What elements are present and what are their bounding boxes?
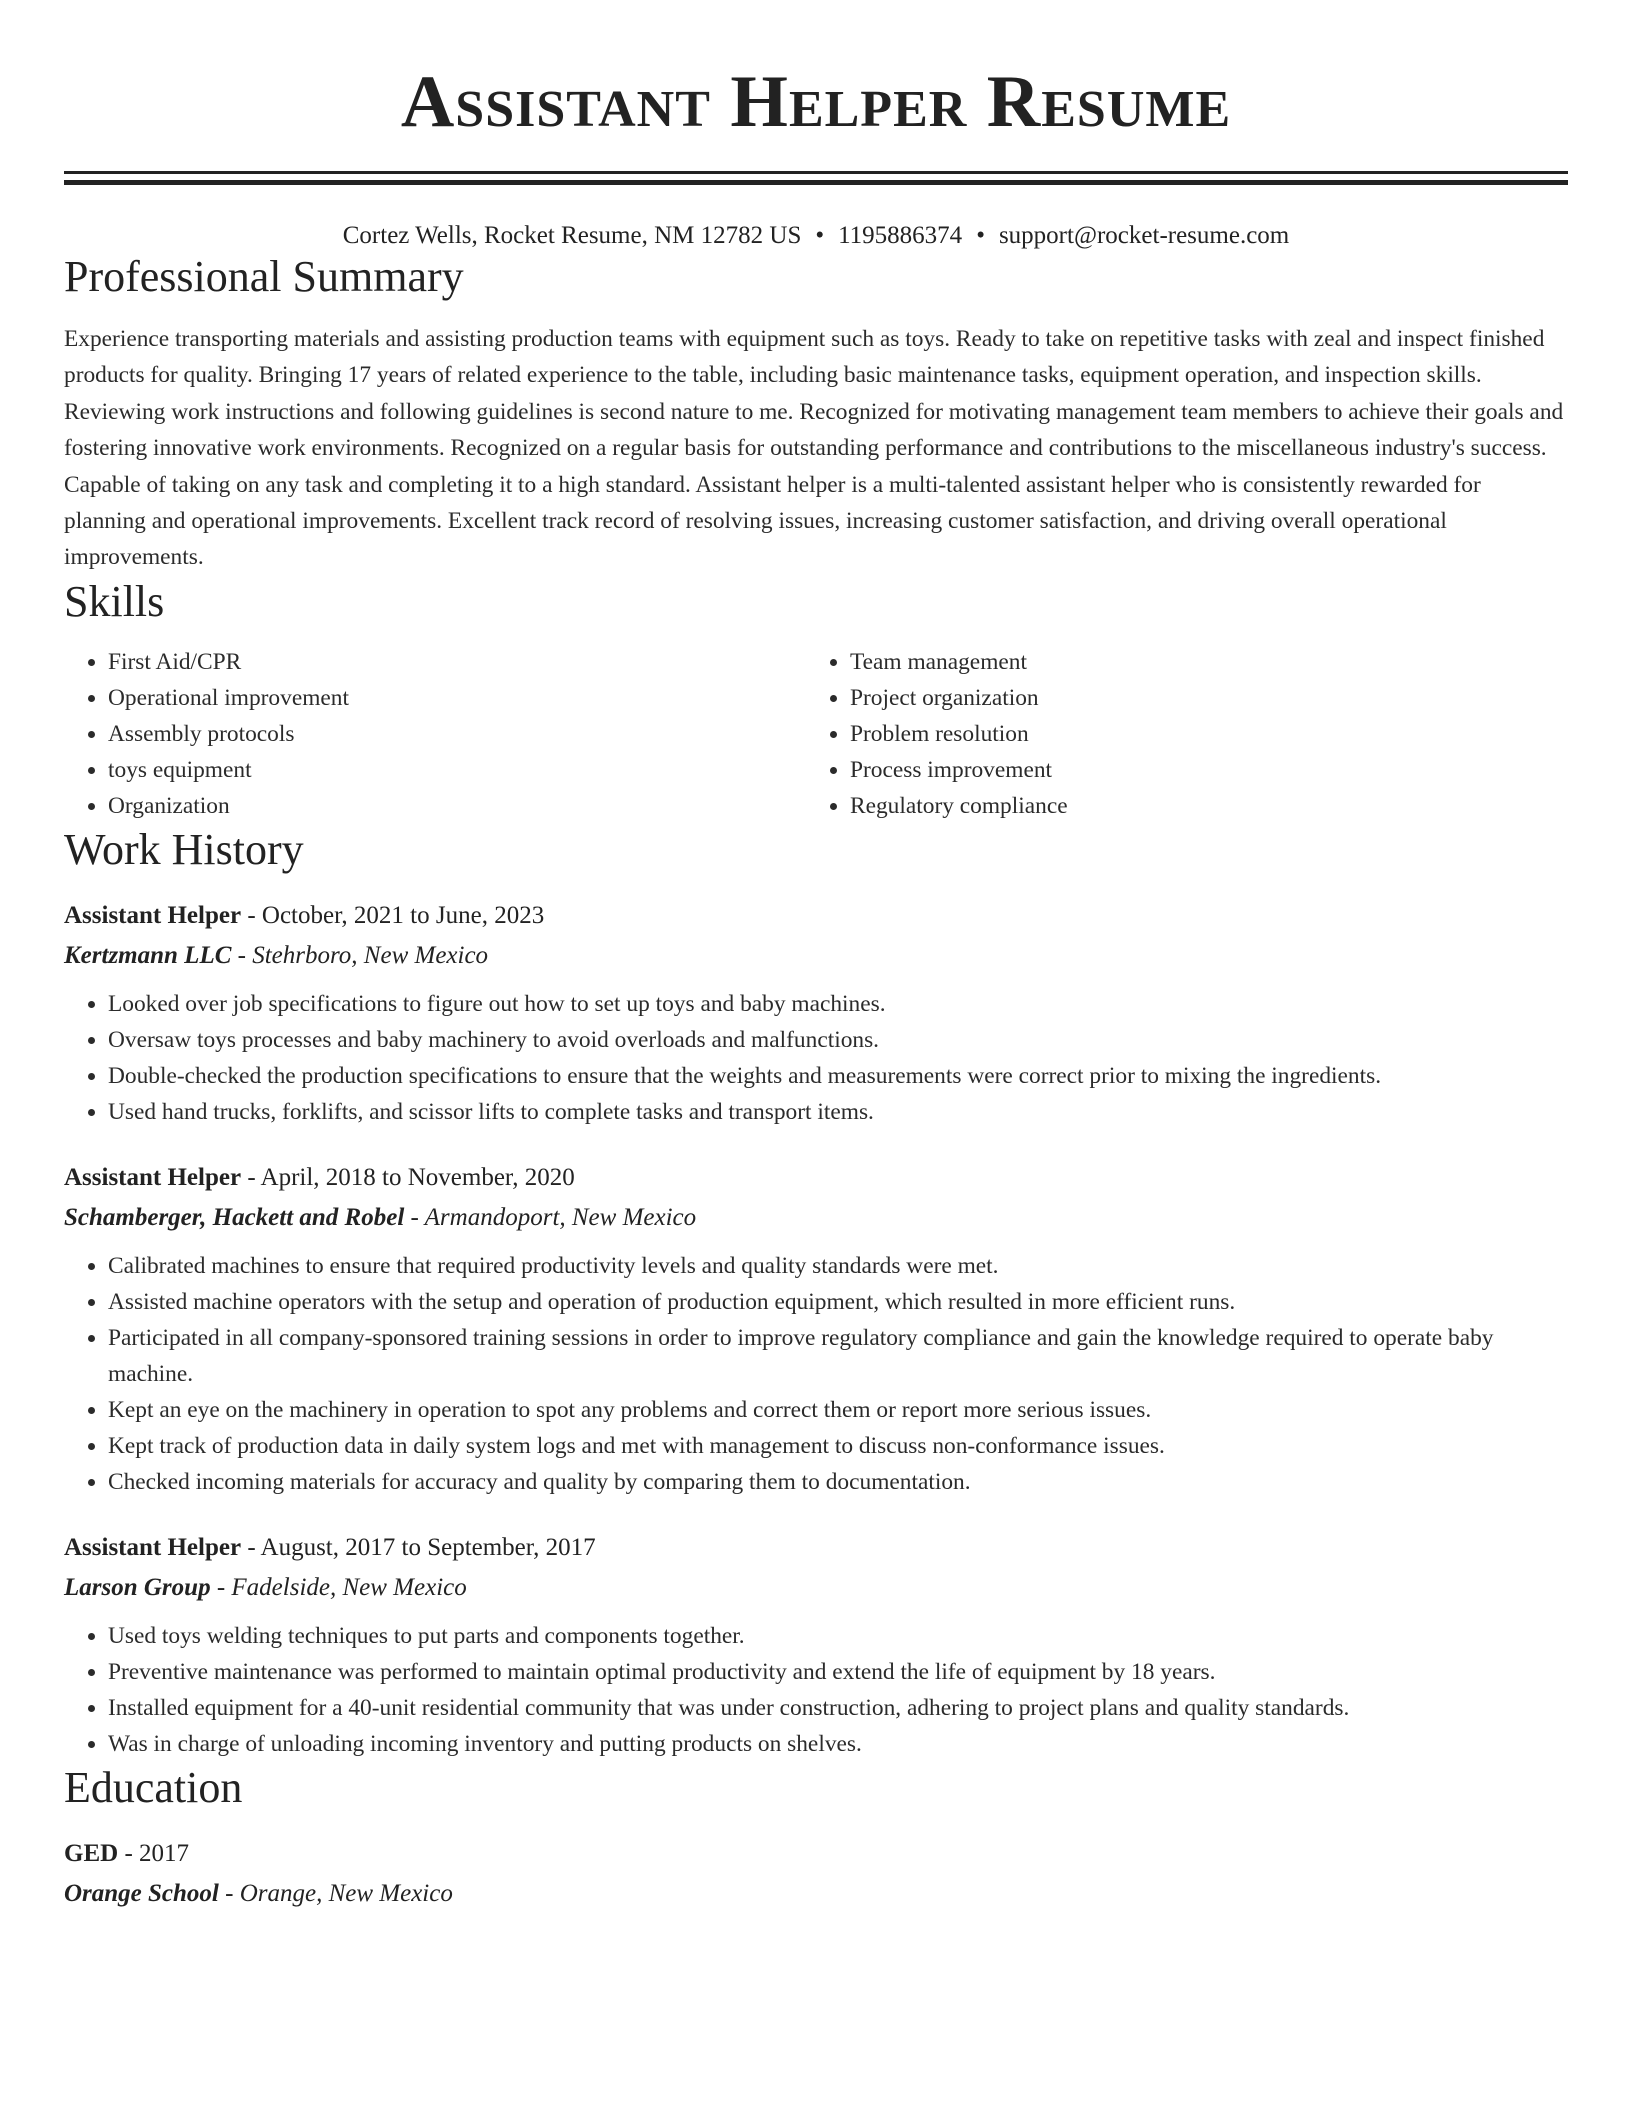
job-bullet: • Participated in all company-sponsored training sessions in order to improve regulatory compliance and gain the knowledge required to operate baby machine.: [108, 1320, 1568, 1392]
skills-heading: Skills: [64, 576, 165, 626]
job-entry: [64, 896, 1568, 1130]
job-title-line: [64, 1528, 1568, 1568]
school-location: - Orange, New Mexico: [218, 1879, 453, 1907]
title-divider-top: [64, 171, 1568, 174]
degree-year: - 2017: [118, 1839, 190, 1867]
company-name: Larson Group: [64, 1573, 211, 1601]
job-bullet: • Looked over job specifications to figure out how to set up toys and baby machines.: [108, 986, 1568, 1022]
job-bullet: • Checked incoming materials for accuracy and quality by comparing them to documentation.: [108, 1464, 1568, 1500]
job-bullets: [64, 1618, 1568, 1762]
skills-list: [64, 644, 1568, 824]
skill-item: • Team management: [850, 644, 1068, 680]
job-bullet: • Kept an eye on the machinery in operation to spot any problems and correct them or report more serious issues.: [108, 1392, 1568, 1428]
skills-column-2: [806, 644, 1068, 824]
job-role: Assistant Helper: [64, 1163, 242, 1191]
job-bullet: • Kept track of production data in daily system logs and met with management to discuss non-conformance issues.: [108, 1428, 1568, 1464]
job-title-line: [64, 896, 1568, 936]
skill-item: • Organization: [108, 788, 806, 824]
summary-text: Experience transporting materials and assisting production teams with equipment such as toys. Ready to take on repetitive tasks with zeal and inspect finished products for quality. Bringing 17 years of related experience to the table, including basic maintenance tasks, equipment operation, and inspection skills. Reviewing work instructions and following guidelines is second nature to me. Recognized for motivating management team members to achieve their goals and fostering innovative work environments. Recognized on a regular basis for outstanding performance and contributions to the miscellaneous industry's success. Capable of taking on any task and completing it to a high standard. Assistant helper is a multi-talented assistant helper who is consistently rewarded for planning and operational improvements. Excellent track record of resolving issues, increasing customer satisfaction, and driving overall operational improvements.: [64, 326, 1564, 571]
job-bullet: • Installed equipment for a 40-unit residential community that was under construction, adhering to project plans and quality standards.: [108, 1690, 1568, 1726]
job-role: Assistant Helper: [64, 1533, 242, 1561]
company-location: - Stehrboro, New Mexico: [231, 941, 489, 969]
skill-item: • Project organization: [850, 680, 1068, 716]
skill-item: • toys equipment: [108, 752, 806, 788]
company-location: - Armandoport, New Mexico: [404, 1203, 697, 1231]
education-entry: [64, 1834, 1568, 1914]
job-entry: [64, 1158, 1568, 1500]
job-bullet: • Double-checked the production specifications to ensure that the weights and measurements were correct prior to mixing the ingredients.: [108, 1058, 1568, 1094]
skill-item: • First Aid/CPR: [108, 644, 806, 680]
contact-separator: •: [976, 222, 985, 249]
job-bullet: • Assisted machine operators with the setup and operation of production equipment, which resulted in more efficient runs.: [108, 1284, 1568, 1320]
resume-title: Assistant Helper Resume: [400, 61, 1232, 143]
skill-item: • Problem resolution: [850, 716, 1068, 752]
job-bullet: • Calibrated machines to ensure that required productivity levels and quality standards were met.: [108, 1248, 1568, 1284]
school-line: [64, 1874, 1568, 1914]
company-name: Schamberger, Hackett and Robel: [64, 1203, 405, 1231]
skill-item: • Operational improvement: [108, 680, 806, 716]
job-role: Assistant Helper: [64, 901, 242, 929]
company-line: [64, 936, 1568, 976]
contact-email: support@rocket-resume.com: [998, 222, 1290, 249]
job-bullets: [64, 986, 1568, 1130]
skill-item: • Process improvement: [850, 752, 1068, 788]
skill-item: • Assembly protocols: [108, 716, 806, 752]
job-bullet: • Used hand trucks, forklifts, and scissor lifts to complete tasks and transport items.: [108, 1094, 1568, 1130]
job-entry: [64, 1528, 1568, 1762]
skill-item: • Regulatory compliance: [850, 788, 1068, 824]
school-name: Orange School: [64, 1879, 219, 1907]
job-title-line: [64, 1158, 1568, 1198]
job-bullets: [64, 1248, 1568, 1500]
summary-heading: Professional Summary: [64, 252, 464, 301]
job-dates: - August, 2017 to September, 2017: [241, 1533, 596, 1561]
company-name: Kertzmann LLC: [64, 941, 232, 969]
education-heading: Education: [64, 1762, 243, 1812]
contact-phone: 1195886374: [838, 222, 963, 249]
work-history-heading: Work History: [64, 824, 304, 874]
contact-line: [64, 221, 1568, 251]
company-line: [64, 1198, 1568, 1238]
contact-address: Cortez Wells, Rocket Resume, NM 12782 US: [342, 222, 802, 249]
company-location: - Fadelside, New Mexico: [210, 1573, 467, 1601]
degree-name: GED: [64, 1839, 119, 1867]
job-bullet: • Oversaw toys processes and baby machinery to avoid overloads and malfunctions.: [108, 1022, 1568, 1058]
degree-line: [64, 1834, 1568, 1874]
contact-separator: •: [815, 222, 825, 249]
title-divider-bottom: [64, 180, 1568, 185]
skills-column-1: [64, 644, 806, 824]
company-line: [64, 1568, 1568, 1608]
job-bullet: • Preventive maintenance was performed to maintain optimal productivity and extend the life of equipment by 18 years.: [108, 1654, 1568, 1690]
job-bullet: • Used toys welding techniques to put parts and components together.: [108, 1618, 1568, 1654]
job-dates: - October, 2021 to June, 2023: [241, 901, 545, 929]
job-bullet: • Was in charge of unloading incoming inventory and putting products on shelves.: [108, 1726, 1568, 1762]
job-dates: - April, 2018 to November, 2020: [241, 1163, 575, 1191]
